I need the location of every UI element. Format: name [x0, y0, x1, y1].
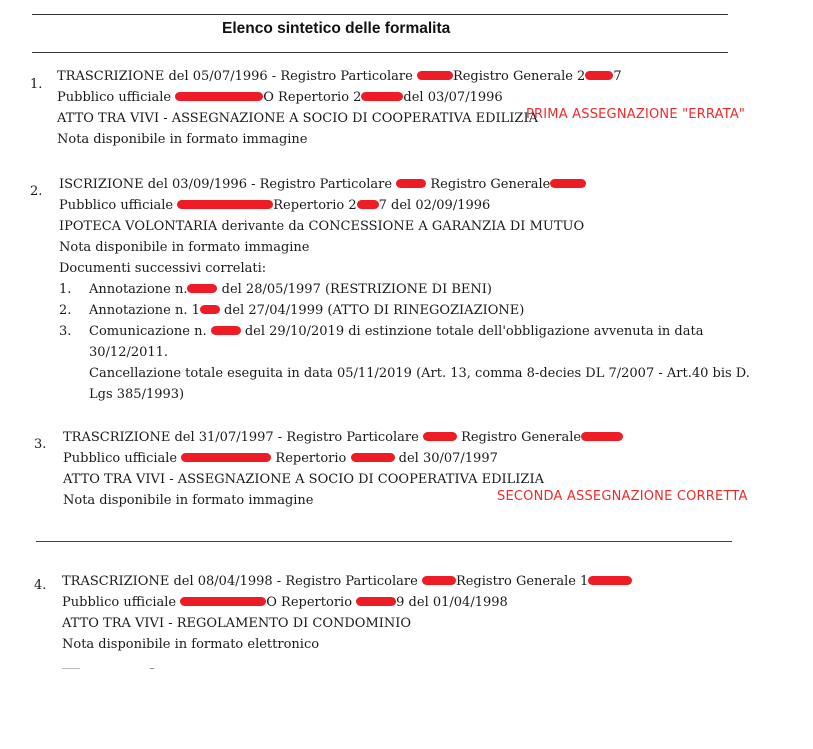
related-doc-2-detail: del 27/04/1999 (ATTO DI RINEGOZIAZIONE)	[219, 303, 525, 318]
redaction-mark	[585, 71, 613, 80]
entry-2-pubblico-ufficiale: Pubblico ufficiale	[59, 198, 178, 213]
entry-4-header: TRASCRIZIONE del 08/04/1998 - Registro Particolare	[62, 574, 422, 589]
redaction-mark	[357, 200, 379, 209]
related-doc-3-detail: del 29/10/2019 di estinzione totale dell'obbligazione avvenuta in data	[240, 324, 704, 339]
redaction-mark	[581, 432, 623, 441]
entry-4-date: 9 del 01/04/1998	[396, 595, 508, 610]
redaction-mark	[550, 179, 586, 188]
related-doc-3-cancellation: Cancellazione totale eseguita in data 05/11/2019 (Art. 13, comma 8-decies DL 7/2007 - Art.40 bis D.	[89, 366, 750, 381]
entry-2-act: IPOTECA VOLONTARIA derivante da CONCESSIONE A GARANZIA DI MUTUO	[59, 219, 585, 234]
related-doc-2	[59, 300, 750, 321]
entry-4-repertorio: O Repertorio	[266, 595, 357, 610]
entry-1-date: del 03/07/1996	[403, 90, 503, 105]
redaction-mark	[211, 326, 241, 335]
entry-2-repertorio: Repertorio 2	[273, 198, 357, 213]
entry-1-rg-suffix: 7	[613, 69, 622, 84]
scan-artifact	[62, 668, 80, 669]
entry-1-act: ATTO TRA VIVI - ASSEGNAZIONE A SOCIO DI COOPERATIVA EDILIZIA	[57, 111, 538, 126]
related-doc-2-type: Annotazione n. 1	[89, 303, 200, 318]
redaction-mark	[187, 284, 217, 293]
redaction-mark	[396, 179, 426, 188]
entry-1-note: Nota disponibile in formato immagine	[57, 132, 308, 147]
entry-3-registro-generale: Registro Generale	[461, 430, 582, 445]
entry-4-note: Nota disponibile in formato elettronico	[62, 637, 320, 652]
related-doc-2-number: 2.	[59, 303, 72, 318]
entry-3-pubblico-ufficiale: Pubblico ufficiale	[63, 451, 182, 466]
entry-4	[62, 571, 632, 655]
scan-artifact	[150, 668, 154, 669]
entry-4-registro-generale: Registro Generale 1	[455, 574, 589, 589]
related-doc-3-date: 30/12/2011.	[89, 345, 169, 360]
section-separator	[36, 541, 732, 542]
redaction-mark	[417, 71, 453, 80]
entry-2-date: 7 del 02/09/1996	[378, 198, 491, 213]
entry-2-related-docs-label: Documenti successivi correlati:	[59, 261, 267, 276]
related-doc-1-type: Annotazione n.	[89, 282, 188, 297]
redaction-mark	[175, 92, 263, 101]
related-doc-3	[59, 321, 750, 405]
entry-2	[59, 174, 750, 405]
annotation-seconda-assegnazione: SECONDA ASSEGNAZIONE CORRETTA	[497, 489, 748, 504]
entry-2-number: 2.	[30, 184, 43, 199]
entry-1-pubblico-ufficiale: Pubblico ufficiale	[57, 90, 176, 105]
related-doc-1-detail: del 28/05/1997 (RESTRIZIONE DI BENI)	[217, 282, 492, 297]
annotation-prima-assegnazione: PRIMA ASSEGNAZIONE "ERRATA"	[526, 107, 746, 122]
entry-3-note: Nota disponibile in formato immagine	[63, 493, 314, 508]
related-doc-1-number: 1.	[59, 282, 72, 297]
entry-4-act: ATTO TRA VIVI - REGOLAMENTO DI CONDOMINIO	[62, 616, 412, 631]
redaction-mark	[588, 576, 632, 585]
entry-1-repertorio: O Repertorio 2	[263, 90, 362, 105]
entry-4-pubblico-ufficiale: Pubblico ufficiale	[62, 595, 181, 610]
entry-3-act: ATTO TRA VIVI - ASSEGNAZIONE A SOCIO DI COOPERATIVA EDILIZIA	[63, 472, 544, 487]
related-doc-1	[59, 279, 750, 300]
entry-1-registro-generale: Registro Generale 2	[452, 69, 586, 84]
title-underline	[32, 52, 728, 53]
entry-3-repertorio: Repertorio	[275, 451, 351, 466]
redaction-mark	[200, 305, 220, 314]
redaction-mark	[423, 432, 457, 441]
entry-3-number: 3.	[34, 437, 47, 452]
redaction-mark	[361, 92, 403, 101]
entry-1-header: TRASCRIZIONE del 05/07/1996 - Registro Particolare	[57, 69, 417, 84]
related-doc-3-type: Comunicazione n.	[89, 324, 211, 339]
redaction-mark	[180, 597, 266, 606]
redaction-mark	[177, 200, 273, 209]
entry-2-note: Nota disponibile in formato immagine	[59, 240, 310, 255]
top-rule	[32, 14, 728, 15]
entry-4-number: 4.	[34, 578, 47, 593]
page-title: Elenco sintetico delle formalita	[222, 20, 451, 37]
redaction-mark	[181, 453, 271, 462]
related-doc-3-law-ref: Lgs 385/1993)	[89, 387, 185, 402]
redaction-mark	[356, 597, 396, 606]
entry-3-header: TRASCRIZIONE del 31/07/1997 - Registro Particolare	[63, 430, 423, 445]
redaction-mark	[351, 453, 395, 462]
entry-2-registro-generale: Registro Generale	[430, 177, 551, 192]
entry-2-header: ISCRIZIONE del 03/09/1996 - Registro Particolare	[59, 177, 397, 192]
entry-3-date: del 30/07/1997	[398, 451, 498, 466]
redaction-mark	[422, 576, 456, 585]
entry-1-number: 1.	[30, 77, 43, 92]
related-doc-3-number: 3.	[59, 324, 72, 339]
